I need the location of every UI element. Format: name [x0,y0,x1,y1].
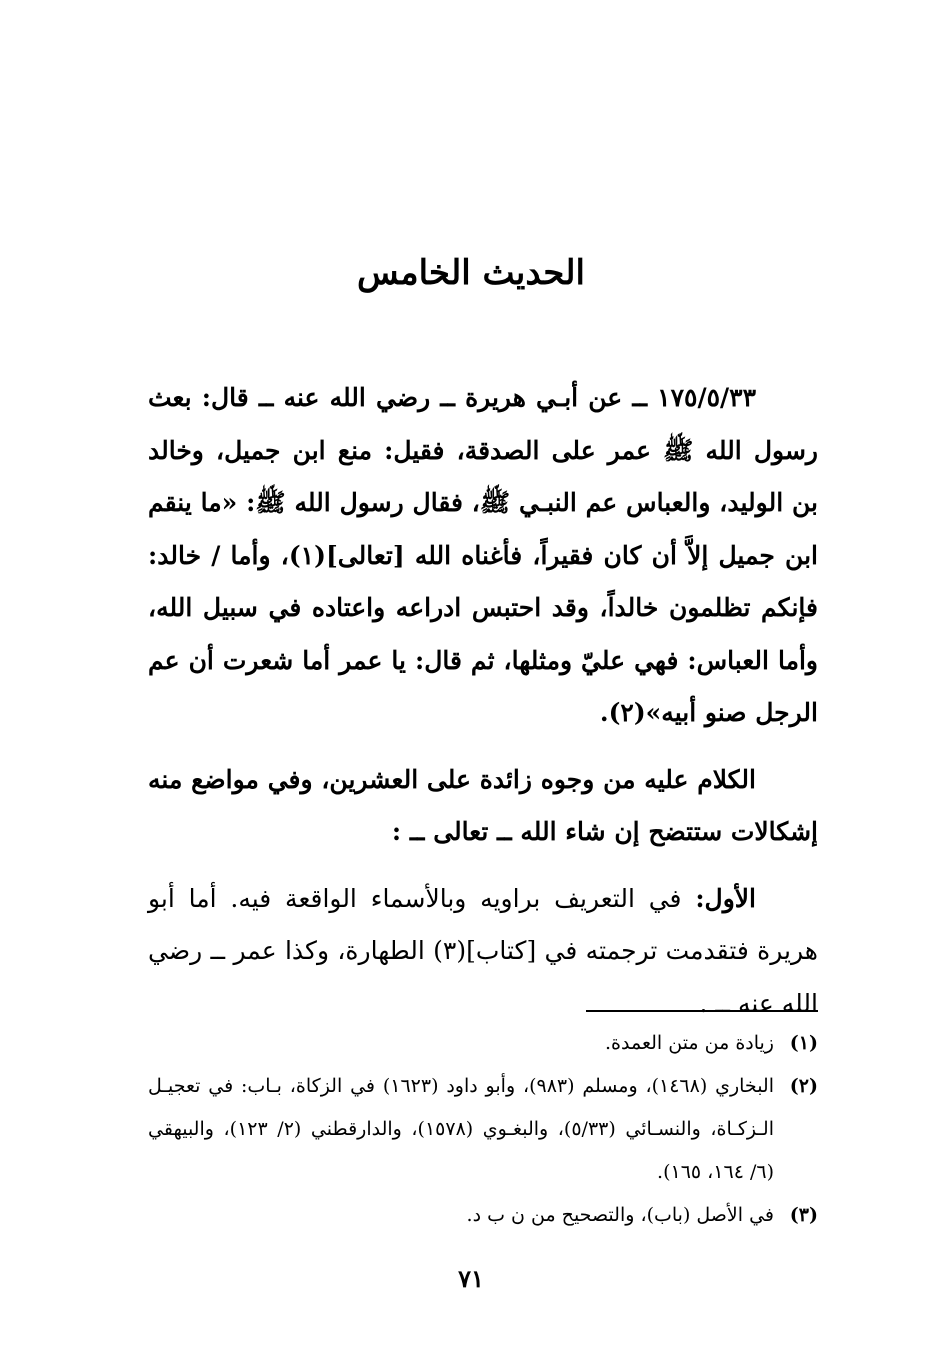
main-text [148,372,818,1044]
commentary-intro-paragraph: الكلام عليه من وجوه زائدة على العشرين، وفي مواضع منه إشكالات ستتضح إن شاء الله ــ تعالى ــ : [148,764,818,846]
chapter-title: الحديث الخامس [357,253,585,293]
footnote-text: زيادة من متن العمدة. [605,1032,774,1054]
footnote-number: (٢) [789,1075,818,1097]
footnote-text: البخاري (١٤٦٨)، ومسلم (٩٨٣)، وأبو داود (١٦٢٣) في الزكاة، بـاب: في تعجيـل الـزكـاة، والنسـائي (٥/٣٣)، والبغـوي (١٥٧٨)، والدارقطني (٢/ ١٢٣)، والبيهقي (٦/ ١٦٤، ١٦٥). [148,1075,774,1183]
footnote-number: (١) [789,1032,818,1054]
footnotes [148,1022,818,1237]
footnote-separator [586,1010,818,1012]
first-point-lead: الأول: [695,883,756,913]
footnote-item [148,1065,818,1194]
footnote-text: في الأصل (باب)، والتصحيح من ن ب د. [466,1204,774,1226]
footnote-item [148,1194,818,1237]
footnote-number: (٣) [789,1204,818,1226]
page-number: ٧١ [458,1264,484,1293]
first-point-text: في التعريف براويه وبالأسماء الواقعة فيه. أما أبو هريرة فتقدمت ترجمته في [كتاب](٣) الطهارة، وكذا عمر ــ رضي الله عنه ــ . [148,883,818,1018]
footnote-item [148,1022,818,1065]
first-point-paragraph [148,873,818,1031]
hadith-paragraph: ١٧٥/٥/٣٣ ــ عن أبـي هريرة ــ رضي الله عنه ــ قال: بعث رسول الله ﷺ عمر على الصدقة، فقيل: منع ابن جميل، وخالد بن الوليد، والعباس عم النبـي ﷺ، فقال رسول الله ﷺ: «ما ينقم ابن جميل إلاَّ أن كان فقيراً، فأغناه الله [تعالى](١)، وأما / خالد: فإنكم تظلمون خالداً، وقد احتبس ادراعه واعتاده في سبيل الله، وأما العباس: فهي عليّ ومثلها، ثم قال: يا عمر أما شعرت أن عم الرجل صنو أبيه»(٢). [148,383,818,727]
